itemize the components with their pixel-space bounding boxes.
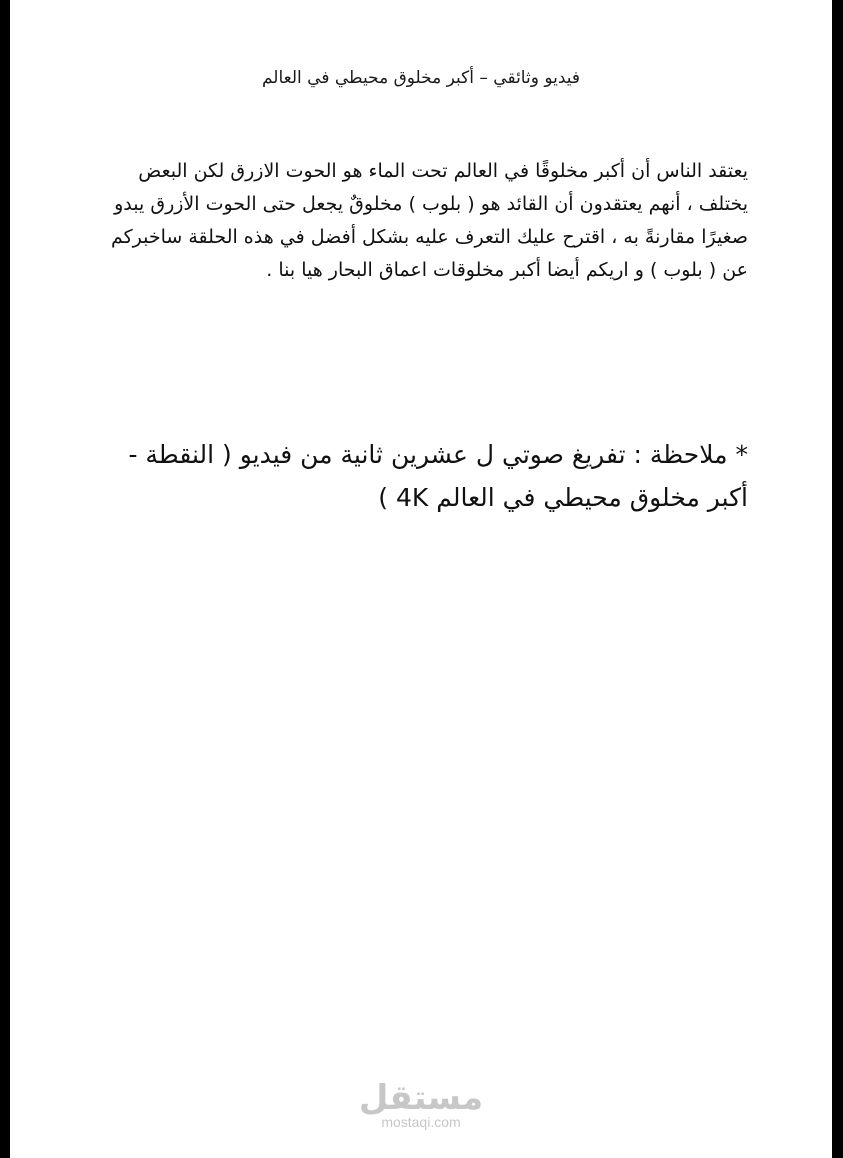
note-paragraph: * ملاحظة : تفريغ صوتي ل عشرين ثانية من فيديو ( النقطة - أكبر مخلوق محيطي في العالم 4K ) [128, 440, 748, 512]
watermark-domain: mostaqi.com [381, 1114, 461, 1130]
document-title: ﻓﻴﺪﻳﻮ وﺛﺎﺋﻘﻲ – أﻛﺒﺮ ﻣﺨﻠﻮق ﻣﺤﻴﻄﻲ ﻓﻲ اﻟﻌﺎﻟﻢ [261, 68, 581, 88]
mostaql-watermark [10, 1078, 832, 1130]
body-paragraph: يعتقد الناس أن أكبر مخلوقًا في العالم تحت الماء هو الحوت الازرق لكن البعض يختلف ، أنهم يعتقدون أن القائد هو ( بلوب ) مخلوقٌ يجعل حتى الحوت الأزرق يبدو صغيرًا مقارنةً به ، اقترح عليك التعرف عليه بشكل أفضل في هذه الحلقة ساخبركم عن ( بلوب ) و اريكم أيضا أكبر مخلوقات اعماق البحار هيا بنا . [110, 160, 748, 281]
watermark-logo: مستقل [358, 1078, 484, 1118]
document-page [10, 0, 832, 1158]
